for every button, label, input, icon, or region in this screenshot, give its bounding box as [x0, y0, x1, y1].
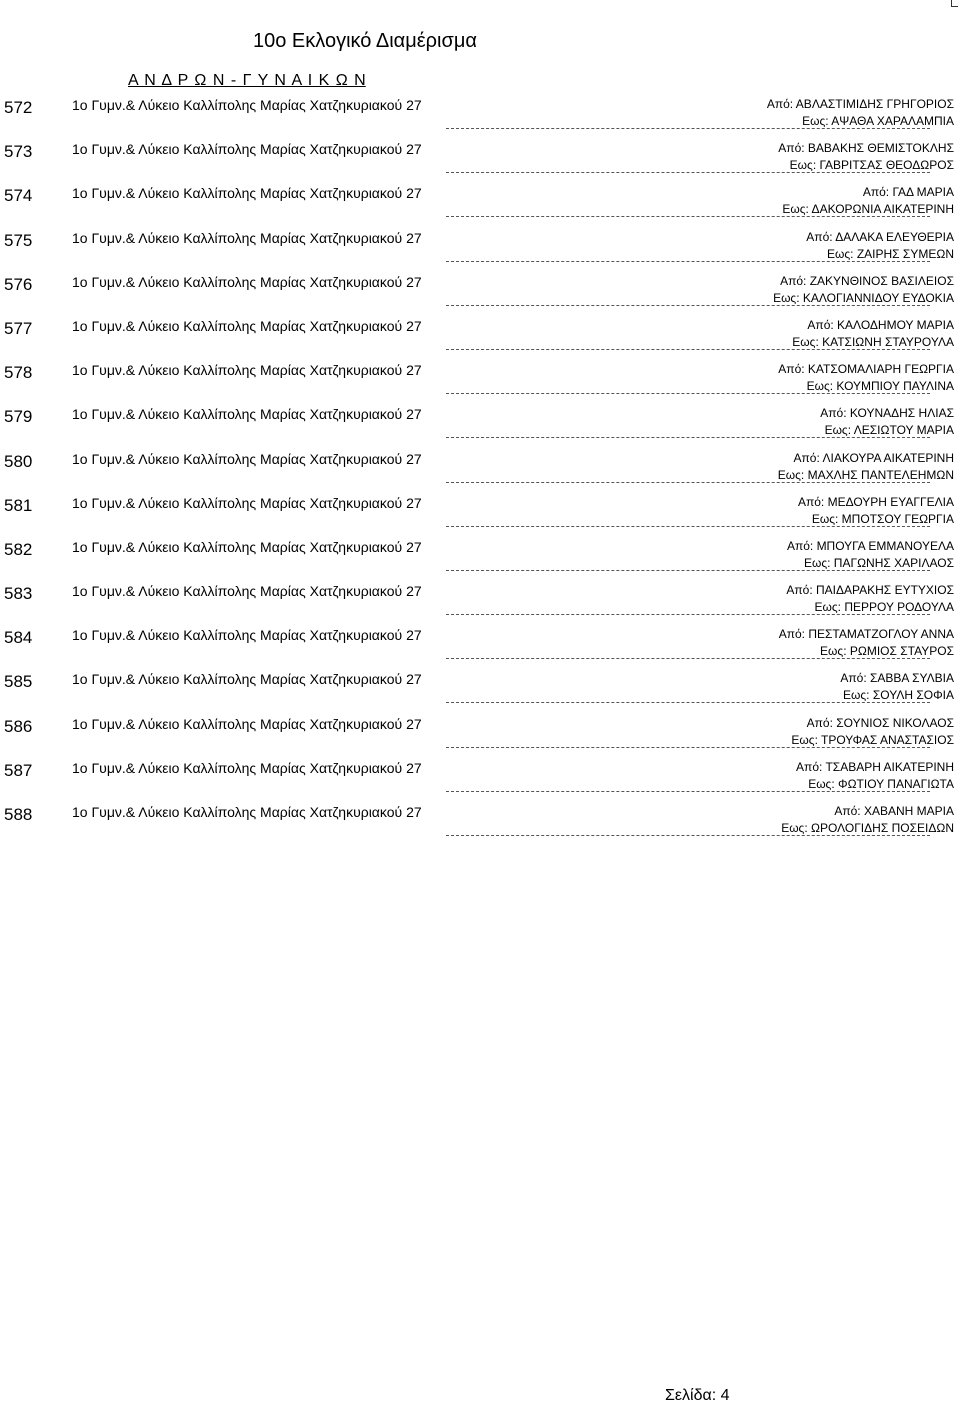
station-number: 573	[4, 142, 33, 162]
list-item	[0, 139, 960, 183]
list-item	[0, 625, 960, 669]
corner-crop-mark	[951, 0, 958, 7]
name-range	[782, 184, 954, 218]
range-to: Εως: ΚΟΥΜΠΙΟΥ ΠΑΥΛΙΝΑ	[806, 379, 954, 394]
dashed-separator	[446, 791, 930, 792]
dashed-separator	[446, 305, 930, 306]
range-from: Από: ΣΟΥΝΙΟΣ ΝΙΚΟΛΑΟΣ	[806, 715, 954, 730]
name-range	[779, 626, 954, 660]
list-item	[0, 183, 960, 227]
dashed-separator	[446, 349, 930, 350]
list-item	[0, 272, 960, 316]
dashed-separator	[446, 658, 930, 659]
range-from: Από: ΚΟΥΝΑΔΗΣ ΗΛΙΑΣ	[820, 406, 954, 421]
dashed-separator	[446, 570, 930, 571]
dashed-separator	[446, 216, 930, 217]
station-number: 578	[4, 363, 33, 383]
station-location: 1ο Γυμν.& Λύκειο Καλλίπολης Μαρίας Χατζηκυριακού 27	[72, 362, 422, 379]
list-item	[0, 714, 960, 758]
station-number: 582	[4, 539, 33, 559]
polling-station-list	[0, 95, 960, 846]
station-location: 1ο Γυμν.& Λύκειο Καλλίπολης Μαρίας Χατζηκυριακού 27	[72, 671, 422, 688]
name-range	[781, 803, 954, 837]
name-range	[778, 361, 954, 395]
page-number: Σελίδα: 4	[665, 1387, 730, 1404]
dashed-separator	[446, 614, 930, 615]
dashed-separator	[446, 172, 930, 173]
range-from: Από: ΧΑΒΑΝΗ ΜΑΡΙΑ	[834, 804, 954, 818]
range-from: Από: ΜΕΔΟΥΡΗ ΕΥΑΓΓΕΛΙΑ	[797, 494, 954, 509]
list-item	[0, 669, 960, 713]
range-to: Εως: ΣΟΥΛΗ ΣΟΦΙΑ	[843, 688, 954, 703]
name-range	[773, 273, 954, 307]
list-item	[0, 404, 960, 448]
station-location: 1ο Γυμν.& Λύκειο Καλλίπολης Μαρίας Χατζηκυριακού 27	[72, 406, 422, 423]
range-from: Από: ΓΑΔ ΜΑΡΙΑ	[862, 185, 954, 200]
list-item	[0, 228, 960, 272]
name-range	[798, 494, 954, 528]
station-number: 588	[4, 805, 33, 824]
range-to: Εως: ΛΕΣΙΩΤΟΥ ΜΑΡΙΑ	[824, 423, 954, 438]
dashed-separator	[446, 128, 930, 129]
station-number: 581	[4, 495, 33, 515]
range-from: Από: ΚΑΤΣΟΜΑΛΙΑΡΗ ΓΕΩΡΓΙΑ	[778, 362, 954, 377]
range-from: Από: ΑΒΛΑΣΤΙΜΙΔΗΣ ΓΡΗΓΟΡΙΟΣ	[766, 97, 954, 111]
station-number: 572	[4, 98, 33, 117]
station-number: 575	[4, 230, 33, 250]
name-range	[806, 229, 954, 263]
list-item	[0, 316, 960, 360]
station-location: 1ο Γυμν.& Λύκειο Καλλίπολης Μαρίας Χατζηκυριακού 27	[72, 627, 422, 644]
range-from: Από: ΖΑΚΥΝΘΙΝΟΣ ΒΑΣΙΛΕΙΟΣ	[780, 273, 954, 288]
name-range	[786, 582, 954, 616]
station-number: 576	[4, 274, 33, 294]
name-range	[787, 538, 954, 572]
station-location: 1ο Γυμν.& Λύκειο Καλλίπολης Μαρίας Χατζηκυριακού 27	[72, 450, 422, 467]
range-from: Από: ΔΑΛΑΚΑ ΕΛΕΥΘΕΡΙΑ	[806, 229, 954, 244]
list-item	[0, 802, 960, 846]
station-number: 574	[4, 186, 33, 206]
station-location: 1ο Γυμν.& Λύκειο Καλλίπολης Μαρίας Χατζηκυριακού 27	[72, 583, 422, 600]
station-location: 1ο Γυμν.& Λύκειο Καλλίπολης Μαρίας Χατζηκυριακού 27	[72, 141, 422, 158]
range-to: Εως: ΦΩΤΙΟΥ ΠΑΝΑΓΙΩΤΑ	[808, 776, 954, 791]
station-number: 577	[4, 318, 33, 338]
range-from: Από: ΜΠΟΥΓΑ ΕΜΜΑΝΟΥΕΛΑ	[786, 538, 954, 553]
range-from: Από: ΤΣΑΒΑΡΗ ΑΙΚΑΤΕΡΙΝΗ	[796, 759, 954, 774]
range-to: Εως: ΚΑΛΟΓΙΑΝΝΙΔΟΥ ΕΥΔΟΚΙΑ	[773, 290, 954, 305]
range-to: Εως: ΑΨΑΘΑ ΧΑΡΑΛΑΜΠΙΑ	[802, 114, 954, 128]
list-item	[0, 758, 960, 802]
range-from: Από: ΠΑΙΔΑΡΑΚΗΣ ΕΥΤΥΧΙΟΣ	[786, 583, 954, 598]
station-location: 1ο Γυμν.& Λύκειο Καλλίπολης Μαρίας Χατζηκυριακού 27	[72, 273, 422, 290]
station-number: 583	[4, 584, 33, 604]
range-from: Από: ΣΑΒΒΑ ΣΥΛΒΙΑ	[840, 671, 954, 686]
list-item	[0, 537, 960, 581]
dashed-separator	[446, 393, 930, 394]
range-to: Εως: ΠΕΡΡΟΥ ΡΟΔΟΥΛΑ	[814, 600, 954, 615]
station-location: 1ο Γυμν.& Λύκειο Καλλίπολης Μαρίας Χατζηκυριακού 27	[72, 317, 422, 334]
range-to: Εως: ΓΑΒΡΙΤΣΑΣ ΘΕΟΔΩΡΟΣ	[789, 158, 954, 173]
dashed-separator	[446, 261, 930, 262]
name-range	[792, 317, 954, 351]
station-number: 587	[4, 760, 33, 780]
dashed-separator	[446, 702, 930, 703]
dashed-separator	[446, 835, 930, 836]
range-to: Εως: ΜΠΟΤΣΟΥ ΓΕΩΡΓΙΑ	[811, 511, 954, 526]
list-item	[0, 360, 960, 404]
range-to: Εως: ΚΑΤΣΙΩΝΗ ΣΤΑΥΡΟΥΛΑ	[792, 334, 954, 349]
station-location: 1ο Γυμν.& Λύκειο Καλλίπολης Μαρίας Χατζηκυριακού 27	[72, 97, 422, 113]
range-to: Εως: ΩΡΟΛΟΓΙΔΗΣ ΠΟΣΕΙΔΩΝ	[781, 821, 954, 835]
range-to: Εως: ΡΩΜΙΟΣ ΣΤΑΥΡΟΣ	[820, 644, 954, 659]
page-title: 10ο Εκλογικό Διαμέρισμα	[253, 30, 477, 52]
name-range	[796, 759, 954, 793]
section-heading: Α Ν Δ Ρ Ω Ν - Γ Υ Ν Α Ι Κ Ω Ν	[128, 72, 366, 89]
range-to: Εως: ΤΡΟΥΦΑΣ ΑΝΑΣΤΑΣΙΟΣ	[791, 732, 954, 747]
range-from: Από: ΠΕΣΤΑΜΑΤΖΟΓΛΟΥ ΑΝΝΑ	[778, 627, 954, 642]
dashed-separator	[446, 526, 930, 527]
list-item	[0, 449, 960, 493]
station-location: 1ο Γυμν.& Λύκειο Καλλίπολης Μαρίας Χατζηκυριακού 27	[72, 494, 422, 511]
station-number: 580	[4, 451, 33, 471]
name-range	[820, 405, 954, 439]
station-number: 586	[4, 716, 33, 736]
range-from: Από: ΚΑΛΟΔΗΜΟΥ ΜΑΡΙΑ	[807, 317, 954, 332]
station-location: 1ο Γυμν.& Λύκειο Καλλίπολης Μαρίας Χατζηκυριακού 27	[72, 759, 422, 776]
station-location: 1ο Γυμν.& Λύκειο Καλλίπολης Μαρίας Χατζηκυριακού 27	[72, 229, 422, 246]
range-from: Από: ΒΑΒΑΚΗΣ ΘΕΜΙΣΤΟΚΛΗΣ	[778, 141, 954, 156]
range-to: Εως: ΖΑΙΡΗΣ ΣΥΜΕΩΝ	[827, 246, 954, 261]
dashed-separator	[446, 437, 930, 438]
range-from: Από: ΛΙΑΚΟΥΡΑ ΑΙΚΑΤΕΡΙΝΗ	[793, 450, 954, 465]
station-location: 1ο Γυμν.& Λύκειο Καλλίπολης Μαρίας Χατζηκυριακού 27	[72, 715, 422, 732]
dashed-separator	[446, 747, 930, 748]
dashed-separator	[446, 482, 930, 483]
list-item	[0, 493, 960, 537]
list-item	[0, 581, 960, 625]
station-location: 1ο Γυμν.& Λύκειο Καλλίπολης Μαρίας Χατζηκυριακού 27	[72, 804, 422, 820]
name-range	[840, 670, 954, 704]
list-item	[0, 95, 960, 139]
name-range	[778, 140, 954, 174]
name-range	[791, 715, 954, 749]
range-to: Εως: ΠΑΓΩΝΗΣ ΧΑΡΙΛΑΟΣ	[803, 555, 954, 570]
range-to: Εως: ΔΑΚΟΡΩΝΙΑ ΑΙΚΑΤΕΡΙΝΗ	[782, 202, 954, 217]
range-to: Εως: ΜΑΧΛΗΣ ΠΑΝΤΕΛΕΗΜΩΝ	[777, 467, 954, 482]
station-number: 585	[4, 672, 33, 692]
station-location: 1ο Γυμν.& Λύκειο Καλλίπολης Μαρίας Χατζηκυριακού 27	[72, 185, 422, 202]
name-range	[767, 96, 954, 130]
station-number: 579	[4, 407, 33, 427]
name-range	[778, 450, 954, 484]
station-number: 584	[4, 628, 33, 648]
station-location: 1ο Γυμν.& Λύκειο Καλλίπολης Μαρίας Χατζηκυριακού 27	[72, 538, 422, 555]
